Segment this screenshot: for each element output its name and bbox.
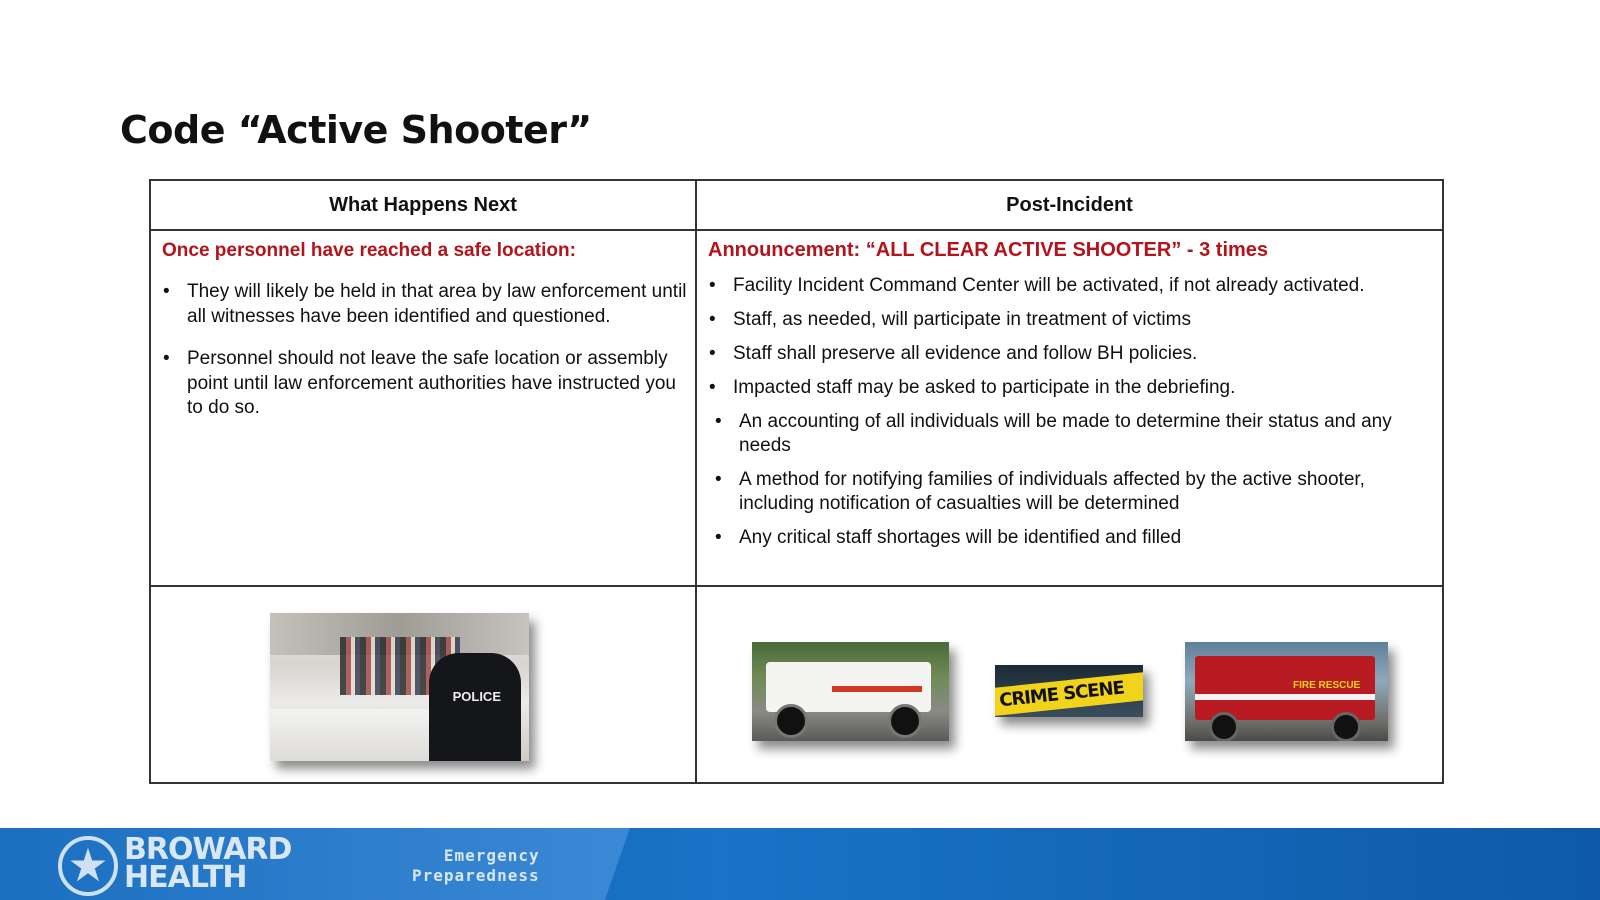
list-item [697,308,1442,332]
fire-rescue-label: FIRE RESCUE [1293,680,1361,691]
fire-truck-wheel [1209,712,1239,741]
bullet-icon: • [715,411,722,432]
bullet-icon: • [709,377,716,398]
list-item [697,342,1442,366]
list-item-text: Any critical staff shortages will be identified and filled [739,527,1182,548]
slide-title: Code “Active Shooter” [120,108,592,152]
bullet-icon: • [709,343,716,364]
list-item [697,526,1442,550]
truck-wheel [774,704,808,738]
logo-line-1: BROWARD [124,832,292,867]
bullet-icon: • [709,309,716,330]
bullet-icon: • [163,281,170,302]
left-bullet-list [151,280,695,421]
list-item [697,376,1442,400]
list-item-text: A method for notifying families of individuals affected by the active shooter, including notification of casualties will be determined [739,469,1365,514]
list-item [697,410,1442,458]
logo-line-2: HEALTH [124,860,247,895]
bullet-icon: • [163,348,170,369]
police-officer-figure [429,653,521,761]
list-item [697,274,1442,298]
right-image-cell [696,586,1443,783]
list-item-text: They will likely be held in that area by law enforcement until all witnesses have been identified and questioned. [187,281,687,327]
tagline-line-1: Emergency [443,846,540,865]
bullet-icon: • [715,469,722,490]
list-item-text: Impacted staff may be asked to participate in the debriefing. [733,377,1236,398]
right-heading: Announcement: “ALL CLEAR ACTIVE SHOOTER” - 3 times [708,239,1269,261]
crime-scene-tape-photo [995,665,1143,717]
truck-stripe [832,686,922,692]
right-bullet-list [697,274,1442,550]
left-content-cell [150,230,696,586]
police-evacuation-photo [270,613,529,761]
left-heading: Once personnel have reached a safe location: [162,240,576,261]
list-item-text: Facility Incident Command Center will be activated, if not already activated. [733,275,1365,296]
list-item-text: Staff shall preserve all evidence and follow BH policies. [733,343,1198,364]
left-image-cell [150,586,696,783]
fire-truck-wheel [1331,712,1361,741]
list-item-text: Personnel should not leave the safe location or assembly point until law enforcement authorities have instructed you to do so. [187,348,676,418]
list-item-text: Staff, as needed, will participate in treatment of victims [733,309,1191,330]
photo-floor [270,709,431,761]
broward-health-logo [124,832,292,895]
header-post-incident: Post-Incident [696,180,1443,230]
emergency-preparedness-tagline [412,846,540,886]
star-logo-icon: ★ [58,836,118,896]
footer-bar [0,828,1600,900]
bullet-icon: • [709,275,716,296]
fire-rescue-truck-photo [1185,642,1388,741]
police-label: POLICE [452,689,501,704]
content-table [149,179,1444,784]
fire-truck-band [1195,694,1375,700]
list-item-text: An accounting of all individuals will be made to determine their status and any needs [739,411,1392,456]
bullet-icon: • [715,527,722,548]
right-content-cell [696,230,1443,586]
list-item [697,468,1442,516]
truck-wheel [888,704,922,738]
list-item [151,347,695,421]
emergency-truck-photo [752,642,949,741]
crime-tape-label: CRIME SCENE [995,670,1143,717]
header-what-happens-next: What Happens Next [150,180,696,230]
list-item [151,280,695,329]
tagline-line-2: Preparedness [412,866,540,885]
